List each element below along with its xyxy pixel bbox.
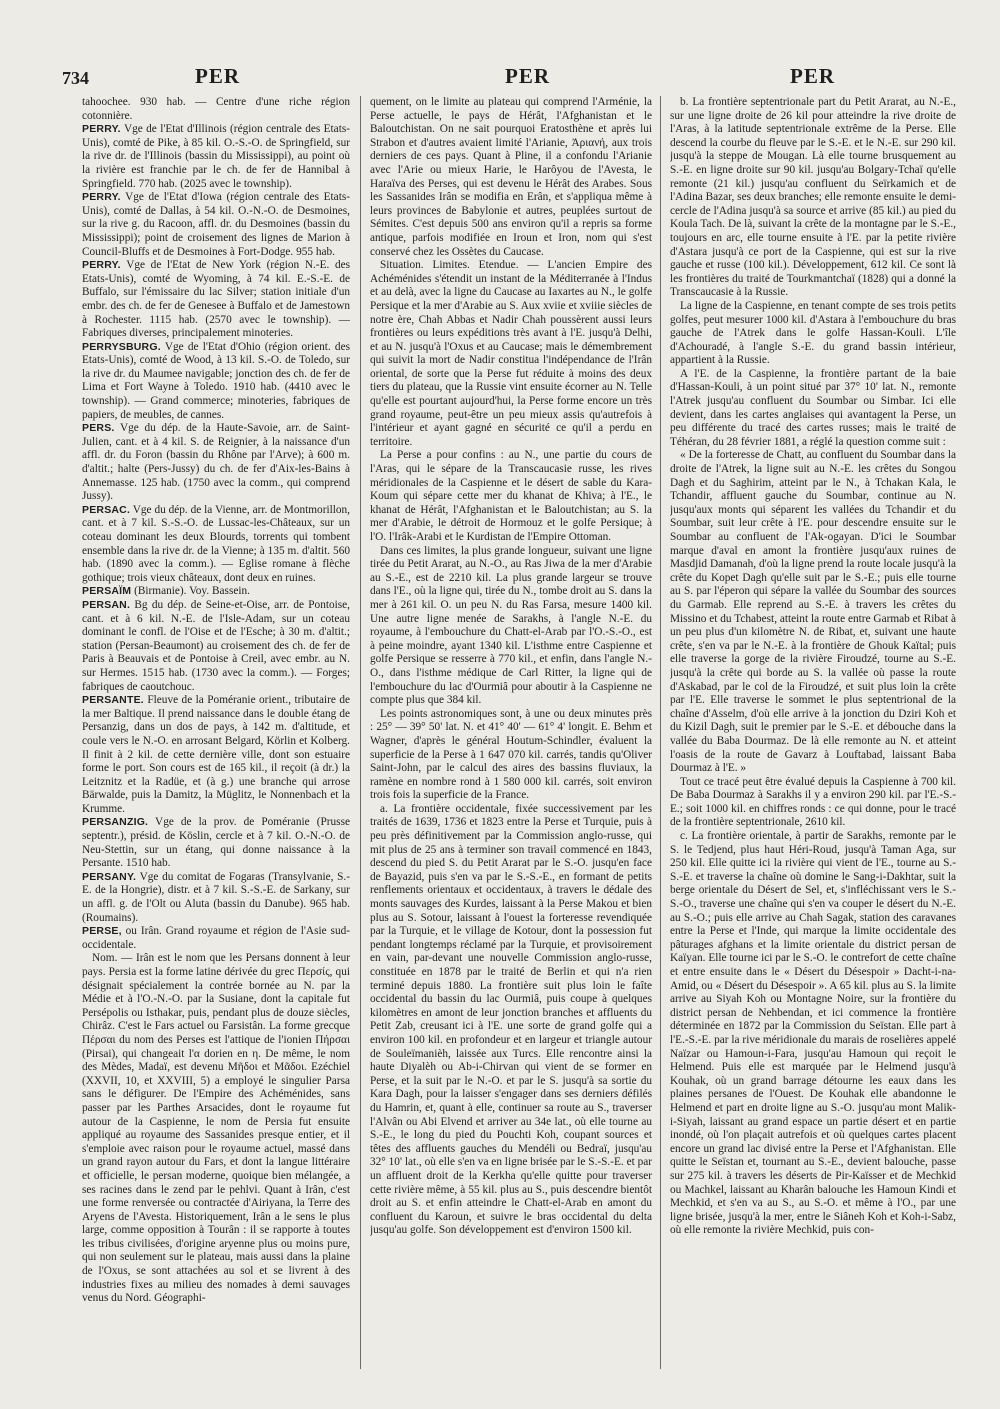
paragraph [670, 300, 956, 368]
entry-text: Vge de la prov. de Poméranie (Prusse septentr.), présid. de Köslin, cercle et à 7 kil. O.-N.-O. de Neu-Stettin, sur un étang, qui donne naissance à la Persante. 1510 hab. [82, 816, 350, 870]
page-header [50, 64, 960, 100]
entry-text: Tout ce tracé peut être évalué depuis la Caspienne à 700 kil. De Baba Dourmaz à Sarakhs il y a environ 290 kil. par l'E.-S.-E.; soit 1000 kil. en chiffres ronds : ce qui donne, pour le tracé de la frontière septentrionale, 2610 kil. [670, 775, 956, 829]
entry-text: c. La frontière orientale, à partir de Sarakhs, remonte par le S. le Tedjend, plus haut Héri-Roud, jusqu'à Taman Aga, sur 250 kil. Elle quitte ici la rivière qui vient de l'E., tourne au S.-S.-E. et traverse la chaîne où domine le Sang-i-Dakhtar, suit la berge orientale du Désert de Sel, et, s'infléchissant vers le S.-S.-O., traverse une chaîne qui s'en va couper le désert du N.-E. au S.-O.; puis elle arrive au Chah Sagak, station des caravanes entre la Perse et l'Inde, qui marque la limite occidentale des pâturages afghans et la limite orientale du district persan de Kaïyan. Elle tourne ici par le S.-O. le contrefort de cette chaîne et entre ensuite dans le « Désert du Désespoir » Dacht-i-na-Amid, ou « Désert du Désespoir ». A 65 kil. plus au S. la limite arrive au Siyah Koh ou Montagne Noire, sur la frontière du district persan de Nehbendan, et ici commence la frontière déterminée en 1872 par la Commission du Seïstan. Elle part à l'E.-S.-E. par la rive méridionale du marais de roselières appelé Naïzar ou Hamoun-i-Fara, jusqu'au Hamoun qui reçoit le Helmend. Puis elle est marquée par le Helmend jusqu'à Kouhak, où un grand barrage détourne les eaux dans les plaines persanes de l'Ouest. De Kouhak elle abandonne le Helmend et part en droite ligne au S.-O. jusqu'au mont Malik-i-Siyah, laissant au grand espace un partie désert et en partie inondé, où l'on plaçait autrefois et où quelques cartes placent encore un grand lac divisé entre la Perse et l'Afghanistan. Elle quitte le Seïstan et, tournant au S.-E., devient balouche, passe sur 275 kil. à travers les déserts de Pir-Kaïsser et de Mechkid ou Machkel, laissant au Kharân balouche les Hamoun Kindi et Mechkid, et s'en va au S., au S.-O. et même à l'O., par une ligne brisée, jusqu'à la mer, entre le Siâneh Koh et Koh-i-Sabz, où elle remonte la rivière Mechkid, puis con- [670, 830, 956, 1237]
running-head-center: PER [505, 64, 550, 88]
entry-text: Vge de l'Etat d'Ohio (région orient. des Etats-Unis), comté de Wood, à 13 kil. S.-O. de Toledo, sur la rive dr. du Maumee navigable; jonction des ch. de fer de Lima et Fort Wayne à Toledo. 1910 hab. (4410 avec le township). — Grand commerce; minoteries, fabriques de papiers, de meubles, de cannes. [82, 340, 350, 421]
entry-headword: PERRY. [82, 259, 121, 272]
entry-text: Vge de l'Etat de New York (région N.-E. des Etats-Unis), comté de Wyoming, à 74 kil. E.-S.-E. de Buffalo, sur l'émissaire du lac Silver; station initiale d'un embr. des ch. de fer de Genesee à Buffalo et de Jamestown à Rochester. 1115 hab. (2570 avec le township). — Fabriques diverses, principalement minoteries. [82, 259, 350, 340]
entry-text: quement, on le limite au plateau qui comprend l'Arménie, la Perse actuelle, le pays de Hérât, l'Afghanistan et le Baloutchistan. On ne sait pourquoi Eratosthène et après lui Strabon et d'autres avaient limité l'Arianie, Ἀριανή, aux trois derniers de ces pays. Quant à Pline, il a confondu l'Arianie avec l'Arie ou mieux Harie, le Harôyou de l'Avesta, le Haraïva des Perses, qui est devenu le Hérât des Arabes. Sous les Sassanides Irân se modifia en Erân, et s'appliqua même à leurs provinces de Babylonie et autres, peuplées surtout de Sémites. C'est depuis 500 ans environ qu'il a repris sa forme antique, parfois modifiée en Iroun et Iron, nom qui s'est conservé chez les Ossètes du Caucase. [370, 96, 652, 258]
entry-headword: PERRY. [82, 191, 121, 204]
paragraph [370, 708, 652, 803]
dictionary-entry [82, 259, 350, 341]
entry-text: Les points astronomiques sont, à une ou deux minutes près : 25° — 39° 50' lat. N. et 41° 40' — 61° 4' longit. E. Behm et Wagner, d'après le général Houtum-Schindler, évaluent la superficie de la Perse à 1 647 070 kil. carrés, tandis qu'Oliver Saint-John, par le calcul des aires des bassins fluviaux, la ramène en nombre rond à 1 580 000 kil. carrés, soit environ trois fois la superficie de la France. [370, 707, 652, 802]
dictionary-entry [82, 123, 350, 191]
paragraph [82, 952, 350, 1305]
column-divider [360, 96, 361, 1369]
entry-text: Nom. — Irân est le nom que les Persans donnent à leur pays. Persia est la forme latine dérivée du grec Περσίς, qui désignait spécialement la contrée bornée au N. par la Médie et à l'O.-N.-O. par la Susiane, dont la capitale fut Persépolis ou Isthakar, puis, pendant plus de douze siècles, Chirâz. C'est le Fars actuel ou Farsistân. La forme grecque Πέρσαι du nom des Perses est l'attique de l'ionien Πήρσαι (Pirsai), qui changeait l'α dorien en η. De même, le nom des Mèdes, Madaï, est devenu Μῆδοι et Μᾶδοι. Ezéchiel (XXVII, 10, et XXVIII, 5) a employé le singulier Parsa sans le défigurer. De l'Empire des Achéménides, sans passer par les Parthes Arsacides, dont le royaume fut autour de la Caspienne, le nom de Persia fut ensuite appliqué au royaume des Sassanides presque entier, et il s'emploie avec raison pour le royaume actuel, massé dans un grand rayon autour du Fars, et dont la langue littéraire et officielle, le persan moderne, quoique bien mélangée, a ses racines dans le zend par le pehlvi. Quant à Irân, c'est une forme renversée ou contractée d'Airiyana, la Terre des Aryens de l'Avesta. Historiquement, Irân a le sens le plus large, comme opposition à Tourân : il se rapporte à toutes les tribus civilisées, d'origine aryenne plus ou moins pure, qui non seulement sur le plateau, mais aussi dans la plaine de l'Oxus, se sont attachées au sol et se livrent à des industries fixes au milieu des nomades à demi sauvages venus du Nord. Géographi- [82, 952, 350, 1305]
entry-text: Vge du dép. de la Haute-Savoie, arr. de Saint-Julien, cant. et à 4 kil. S. de Reignier, à la naissance d'un affl. dr. du Foron (bassin du Rhône par l'Arve); à 600 m. d'altit.; halte (Pers-Jussy) du ch. de fer d'Aix-les-Bains à Annemasse. 125 hab. (1750 avec la comm., qui comprend Jussy). [82, 422, 350, 503]
entry-headword: PERRYSBURG. [82, 340, 161, 353]
dictionary-entry [82, 504, 350, 586]
entry-text: Situation. Limites. Etendue. — L'ancien Empire des Achéménides s'étendit un instant de la Méditerranée à l'Indus et au delà, avec la ligne du Caucase au Iaxartes au N., le golfe Persique et la mer d'Arabie au S. Aux xviie et xviiie siècles de notre ère, Chah Abbas et Nadir Chah poussèrent aussi leurs frontières ou leurs expéditions très avant à l'E. jusqu'à Delhi, et au N. jusqu'à l'Oxus et au Caucase; mais le démembrement qui suivit la mort de Nadir constitua l'indépendance de l'Irân oriental, de sorte que la Perse fut réduite à moins des deux tiers du plateau, que la Russie vint ensuite écorner au N. Telle qu'elle est pourtant aujourd'hui, la Perse forme encore un très grand royaume, peut-être un peu mieux assis qu'autrefois à l'intérieur et ayant gagné en sécurité ce qu'il a perdu en territoire. [370, 259, 652, 448]
dictionary-entry [82, 341, 350, 423]
text-column-3 [670, 96, 956, 1381]
dictionary-entry [82, 599, 350, 694]
dictionary-entry [82, 422, 350, 504]
entry-headword: PERS. [82, 422, 115, 435]
paragraph [370, 259, 652, 449]
entry-text: Fleuve de la Poméranie orient., tributaire de la mer Baltique. Il prend naissance dans le double étang de Persanzig, dans un dos de pays, à 142 m. d'altitude, et coule vers le N.-O. en arrosant Belgard, Körlin et Kolberg. Il finit à 2 kil. de cette dernière ville, dont son estuaire forme le port. Son cours est de 165 kil., il reçoit (à dr.) la Leitznitz et la Radüe, et (à g.) une branche qui arrose Bärwalde, puis la Damitz, la Müglitz, le Nonnenbach et la Krumme. [82, 694, 350, 815]
entry-text: Vge de l'Etat d'Illinois (région centrale des Etats-Unis), comté de Pike, à 85 kil. O.-S.-O. de Springfield, sur la rive dr. de l'Illinois (bassin du Mississippi), au point où la rivière est franchie par le ch. de fer de Hannibal à Springfield. 770 hab. (2025 avec le township). [82, 123, 350, 190]
dictionary-entry [82, 585, 350, 599]
paragraph [670, 449, 956, 775]
dictionary-entry [82, 191, 350, 259]
entry-text: La Perse a pour confins : au N., une partie du cours de l'Aras, qui le sépare de la Transcaucasie russe, les rives méridionales de la Caspienne et le désert de sable du Kara-Koum qui sépare cette mer du khanat de Khiva; à l'E., le khanat de Hérât, l'Afghanistan et le Baloutchistan; au S. la mer d'Arabie, le détroit de Hormouz et le golfe Persique; à l'O. l'Irâk-Arabi et le Kurdistan de l'Empire Ottoman. [370, 449, 652, 543]
running-head-left: PER [195, 64, 240, 88]
paragraph [370, 449, 652, 544]
dictionary-entry [82, 871, 350, 925]
entry-headword: PERRY. [82, 123, 121, 136]
entry-headword: PERSAN. [82, 598, 131, 611]
entry-text: « De la forteresse de Chatt, au confluent du Soumbar dans la droite de l'Atrek, la ligne suit au N.-E. les crêtes du Songou Dagh et du Saghirim, atteint par le N., à Tchakan Kala, le Tchandir, affluent gauche du Soumbar, continue au N. jusqu'aux monts qui séparent les vallées du Tchandir et du Soumbar, suit leur crête à l'E. pour descendre ensuite sur le Soumbar au confluent de l'Ak-ogayan. D'ici le Soumbar marque d'aval en amont la frontière jusqu'aux ruines de Masdjid Damanah, d'où la ligne prend la route locale jusqu'à la crête du Kopet Dagh qu'elle suit par le S.-E.; puis elle tourne au S. par l'éperon qui sépare la vallée du Soumbar des sources du Garmab. Elle reprend au S.-E. à travers les crêtes du Missino et du Tchabest, atteint la route entre Garmab et Ribat à un peu plus d'un kilomètre N. de Ribat, et, suivant une haute crête, s'en va par le N.-E. à la frontière de Ghouk Kaïtal; puis elle traverse la gorge de la rivière Firoudzé, tourne au S.-E. jusqu'à la crête qui borde au S. la vallée où passe la route d'Askabad, par le col de la Firoudzé, et suit plus loin la crête par l'E. Elle traverse le sommet le plus septentrional de la chaîne d'Asselm, d'où elle arrive à la jonction du Dziri Koh et du Kizil Dagh, suit le premier par le S.-E. et débouche dans la vallée du Baba Dourmaz. De là elle remonte au N. et atteint l'oasis de la route de Gavarz à Louftabad, laissant Baba Dourmaz à l'E. » [670, 449, 956, 775]
paragraph [370, 545, 652, 708]
entry-headword: PERSANY. [82, 870, 137, 883]
paragraph [670, 368, 956, 450]
page-number: 734 [62, 68, 89, 88]
paragraph [82, 96, 350, 123]
paragraph [670, 96, 956, 300]
entry-text: Bg du dép. de Seine-et-Oise, arr. de Pontoise, cant. et à 6 kil. N.-E. de l'Isle-Adam, sur un coteau dominant le confl. de l'Oise et de l'Esche; à 30 m. d'altit.; station (Persan-Beaumont) au croisement des ch. de fer de Paris à Beauvais et de Pontoise à Creil, avec embr. au N. sur Hermes. 1515 hab. (1730 avec la comm.). — Forges; fabriques de caoutchouc. [82, 598, 350, 693]
entry-text: a. La frontière occidentale, fixée successivement par les traités de 1639, 1736 et 1823 entre la Perse et Turquie, puis à peu près définitivement par la Commission anglo-russe, qui mit plus de 25 ans à terminer son travail commencé en 1843, descend du pied S. du Petit Ararat par le S.-O. jusqu'en face de Bayazid, puis s'en va par le S.-S.-E., en formant de petits renflements orientaux et occidentaux, à travers le dédale des monts sauvages des Kurdes, laissant à la Perse Makou et bien plus au S. Sotour, laissant à l'ouest la forteresse revendiquée par la Turquie, et le village de Kotour, dont la possession fut pendant longtemps réclamé par la Turquie, et provisoirement en vain, par-devant une nouvelle Commission anglo-russe, constituée en 1878 par le traité de Berlin et qui n'a rien terminé depuis 1880. La frontière suit plus loin le faîte occidental du bassin du lac Ourmiâ, puis coupe à quelques kilomètres en amont de leur jonction branches et affluents du Petit Zab, creusant ici à l'E. une sorte de grand golfe qui a environ 100 kil. en profondeur et en largeur et triangle autour de Souleïmanièh, laissée aux Turcs. Elle rencontre ainsi la haute Diyalèh ou Ab-i-Chirvan qui vient de se former en Perse, et la suit par le N.-O. et par le S. jusqu'à sa sortie du Kara Dagh, pour la laisser s'engager dans ses derniers défilés du Hamrin, et, quant à elle, continuer sa route au S., traverser l'Alvân ou Abi Elvend et arriver au 34e lat., où elle tourne au S.-E., le long du pied du Pouchti Koh, coupant sources et têtes des affluents gauches du Mendéli ou Bedraï, jusqu'au 32° 10' lat., où elle s'en va en ligne brisée par le S.-S.-E. et par un affluent droit de la Kerkha qu'elle quitte pour traverser cette rivière même, à 55 kil. plus au S., puis descendre bientôt droit au S. et enfin atteindre le Chatt-el-Arab en amont du confluent du Karoun, et suivre le bras occidental du delta jusqu'au golfe. Son développement est d'environ 1500 kil. [370, 802, 652, 1237]
dictionary-entry [82, 816, 350, 870]
entry-text: Vge du comitat de Fogaras (Transylvanie, S.-E. de la Hongrie), distr. et à 7 kil. S.-S.-E. de Sarkany, sur un affl. g. de l'Olt ou Aluta (bassin du Danube). 965 hab. (Roumains). [82, 870, 350, 924]
text-column-2 [370, 96, 652, 1381]
entry-text: ou Irân. Grand royaume et région de l'Asie sud-occidentale. [82, 925, 350, 951]
entry-text: Dans ces limites, la plus grande longueur, suivant une ligne tirée du Petit Ararat, au N.-O., au Ras Jiwa de la mer d'Arabie au S.-E., est de 2210 kil. La plus grande largeur se trouve dans l'E., où la ligne qui, tirée du N., tombe droit au S. dans la mer à 261 kil. O. un peu N. du Ras Farsa, mesure 1400 kil. Une autre ligne menée de Sarakhs, à l'angle N.-E. du royaume, à l'embouchure du Chatt-el-Arab par l'O.-S.-O., est à peine moindre, ayant 1340 kil. L'isthme entre Caspienne et golfe Persique se resserre à 770 kil., et enfin, dans l'angle N.-O., dans l'isthme médique de Carl Ritter, la ligne qui de l'embouchure du lac d'Ourmiâ pour aboutir à la Caspienne ne compte plus que 384 kil. [370, 544, 652, 707]
dictionary-entry [82, 925, 350, 952]
entry-text: Vge du dép. de la Vienne, arr. de Montmorillon, cant. et à 7 kil. S.-S.-O. de Lussac-les-Châteaux, sur un coteau dominant les deux Blourds, torrents qui tombent ensemble dans la rive dr. de la Vienne; à 135 m. d'altit. 560 hab. (1890 avec la comm.). — Eglise romane à flèche gothique; trois vieux châteaux, dont deux en ruines. [82, 503, 350, 584]
entry-headword: PERSANZIG. [82, 816, 149, 829]
entry-headword: PERSANTE. [82, 694, 144, 707]
text-column-1 [82, 96, 350, 1381]
entry-text: Vge de l'Etat d'Iowa (région centrale des Etats-Unis), comté de Dallas, à 54 kil. O.-N.-O. de Desmoines, sur la rive g. du Racoon, affl. dr. du Desmoines (bassin du Mississippi); point de croisement des lignes de Marion à Council-Bluffs et de Desmoines à Fort-Dodge. 955 hab. [82, 191, 350, 258]
entry-text: b. La frontière septentrionale part du Petit Ararat, au N.-E., sur une ligne droite de 26 kil pour atteindre la rive droite de l'Aras, à la latitude septentrionale extrême de la Perse. Elle descend la courbe du fleuve par le S.-E. et le N.-E. sur 290 kil. jusqu'à la steppe de Mougan. Là elle tourne brusquement au S.-E. en ligne droite sur 90 kil. jusqu'au Bolgary-Tchaï qu'elle remonte (21 kil.) jusqu'au confluent du Seïrkamich et de l'Adina Bazar, ses deux branches; elle remonte ensuite le demi-cercle de l'Adina jusqu'à sa source et arrive (85 kil.) au pied du Koula Tach. De là, suivant la crête de la montagne par le S.-E., toujours en arc, elle tourne ensuite à l'E. par la petite rivière d'Astara jusqu'à ce port de la Caspienne, qui est sur la rive gauche et russe (100 kil.). Développement, 612 kil. Ce sont là les frontières du traité de Tourkmantchaï (1828) qui a donné la Transcaucasie à la Russie. [670, 96, 956, 299]
dictionary-entry [82, 694, 350, 816]
running-head-right: PER [790, 64, 835, 88]
paragraph [370, 803, 652, 1238]
entry-text: A l'E. de la Caspienne, la frontière partant de la baie d'Hassan-Kouli, à un point situé par 37° 10' lat. N., remonte l'Atrek jusqu'au confluent du Soumbar ou Simbar. Ici elle devient, dans les cartes anglaises qui avantagent la Perse, un peu différente du tracé des cartes russes; mais le traité de Téhéran, du 28 février 1881, a réglé la question comme suit : [670, 367, 956, 448]
entry-text: La ligne de la Caspienne, en tenant compte de ses trois petits golfes, peut mesurer 1000 kil. d'Astara à l'embouchure du bras gauche de l'Atrek dans le golfe Hassan-Kouli. L'île d'Achouradé, à l'angle S.-E. du grand bassin intérieur, appartient à la Russie. [670, 299, 956, 367]
entry-headword: PERSAÏM [82, 585, 132, 598]
entry-text: (Birmanie). Voy. Bassein. [134, 585, 250, 598]
entry-text: tahoochee. 930 hab. — Centre d'une riche région cotonnière. [82, 96, 350, 122]
column-divider [660, 96, 661, 1369]
paragraph [670, 830, 956, 1238]
paragraph [370, 96, 652, 259]
paragraph [670, 776, 956, 830]
entry-headword: PERSAC. [82, 503, 131, 516]
entry-headword: PERSE, [82, 925, 122, 938]
